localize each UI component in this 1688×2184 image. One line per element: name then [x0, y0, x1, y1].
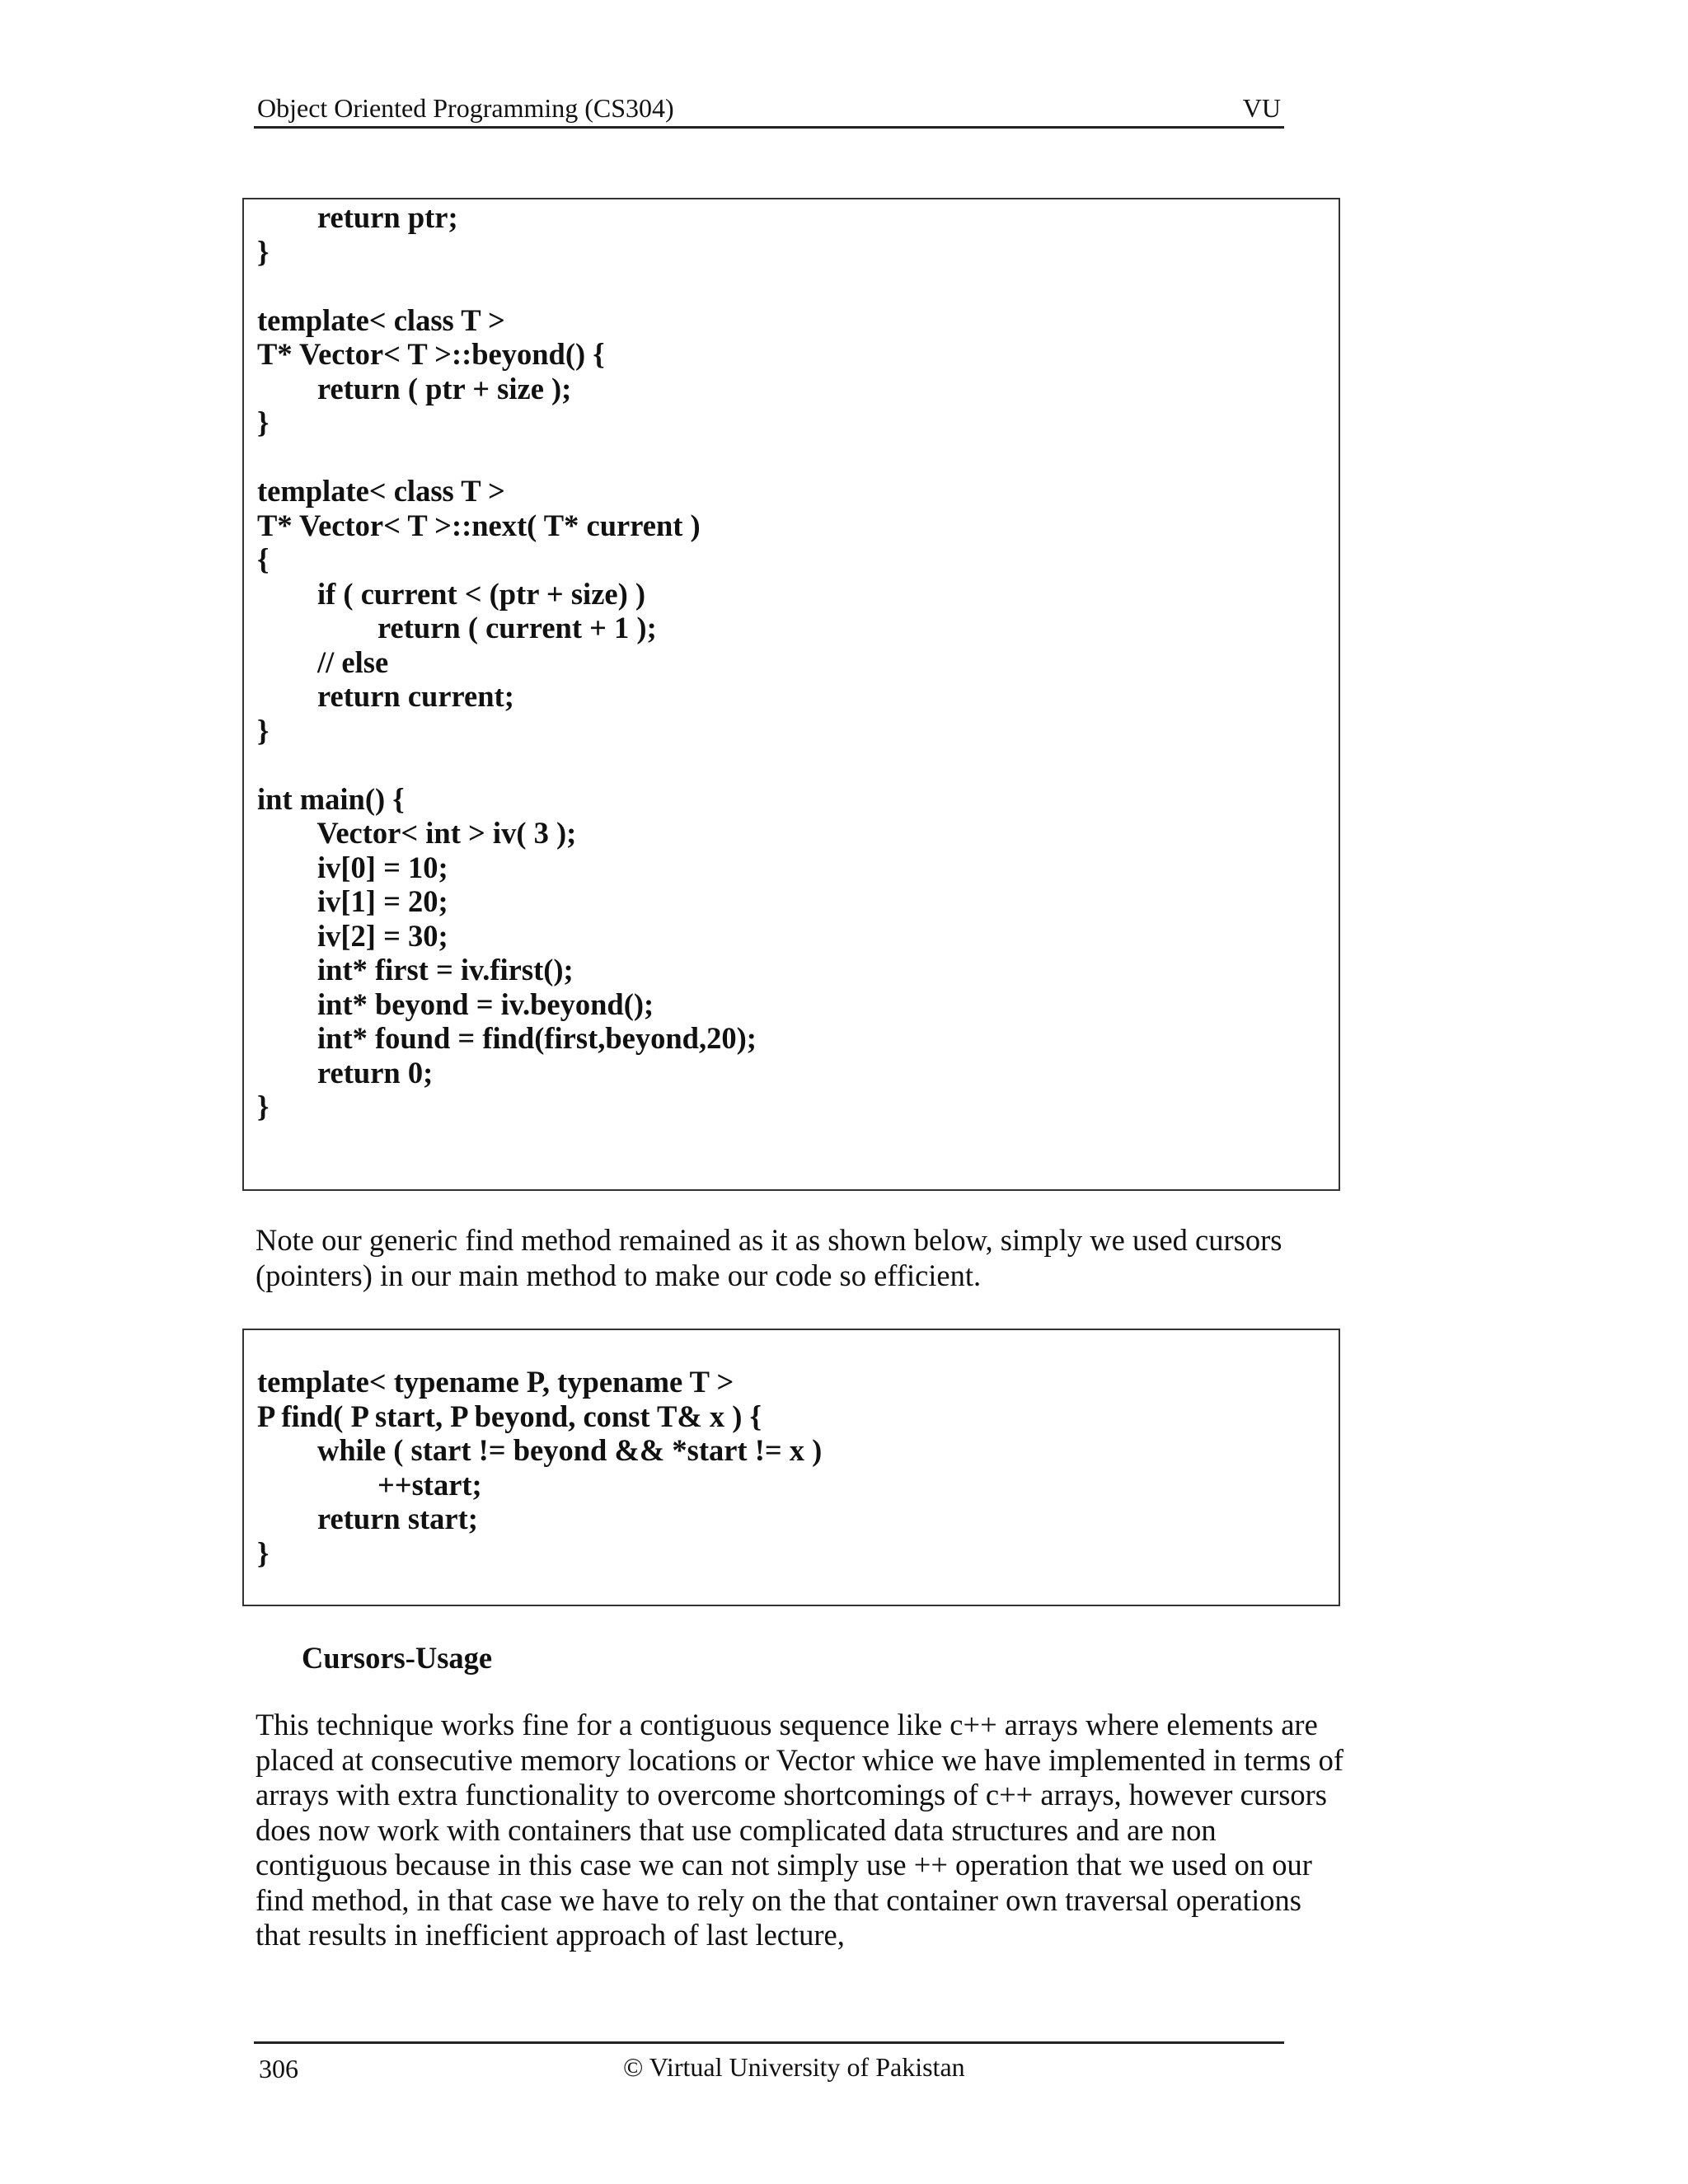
page-footer	[254, 2041, 1284, 2093]
code-text: return ptr; } template< class T > T* Vector< T >::beyond() { return ( ptr + size ); } template< class T > T* Vector< T >::next( T* current ) { if ( current < (ptr + size) ) return ( current + 1 ); // else return current; } int main() { Vector< int > iv( 3 ); iv[0] = 10; iv[1] = 20; iv[2] = 30; int* first = iv.first(); int* beyond = iv.beyond(); int* found = find(first,beyond,20); return 0; }	[257, 200, 757, 1123]
note-paragraph: Note our generic find method remained as it as shown below, simply we used cursors (pointers) in our main method to make our code so efficient.	[256, 1223, 1282, 1292]
body-paragraph: This technique works fine for a contiguous sequence like c++ arrays where elements are placed at consecutive memory locations or Vector whice we have implemented in terms of arrays with extra functionality to overcome shortcomings of c++ arrays, however cursors does now work with containers that use complicated data structures and are non contiguous because in this case we can not simply use ++ operation that we used on our find method, in that case we have to rely on the that container own traversal operations that results in inefficient approach of last lecture,	[256, 1708, 1343, 1952]
brand-label: VU	[1242, 93, 1281, 123]
code-listing-find	[242, 1329, 1340, 1606]
page-number: 306	[259, 2054, 298, 2083]
code-listing-vector	[242, 198, 1340, 1191]
page-header	[254, 87, 1284, 129]
copyright-text: © Virtual University of Pakistan	[623, 2052, 965, 2082]
section-heading: Cursors-Usage	[302, 1641, 493, 1675]
code-text: template< typename P, typename T > P find( P start, P beyond, const T& x ) { while ( start != beyond && *start != x ) ++start; return start; }	[257, 1365, 823, 1570]
course-title: Object Oriented Programming (CS304)	[257, 93, 674, 123]
